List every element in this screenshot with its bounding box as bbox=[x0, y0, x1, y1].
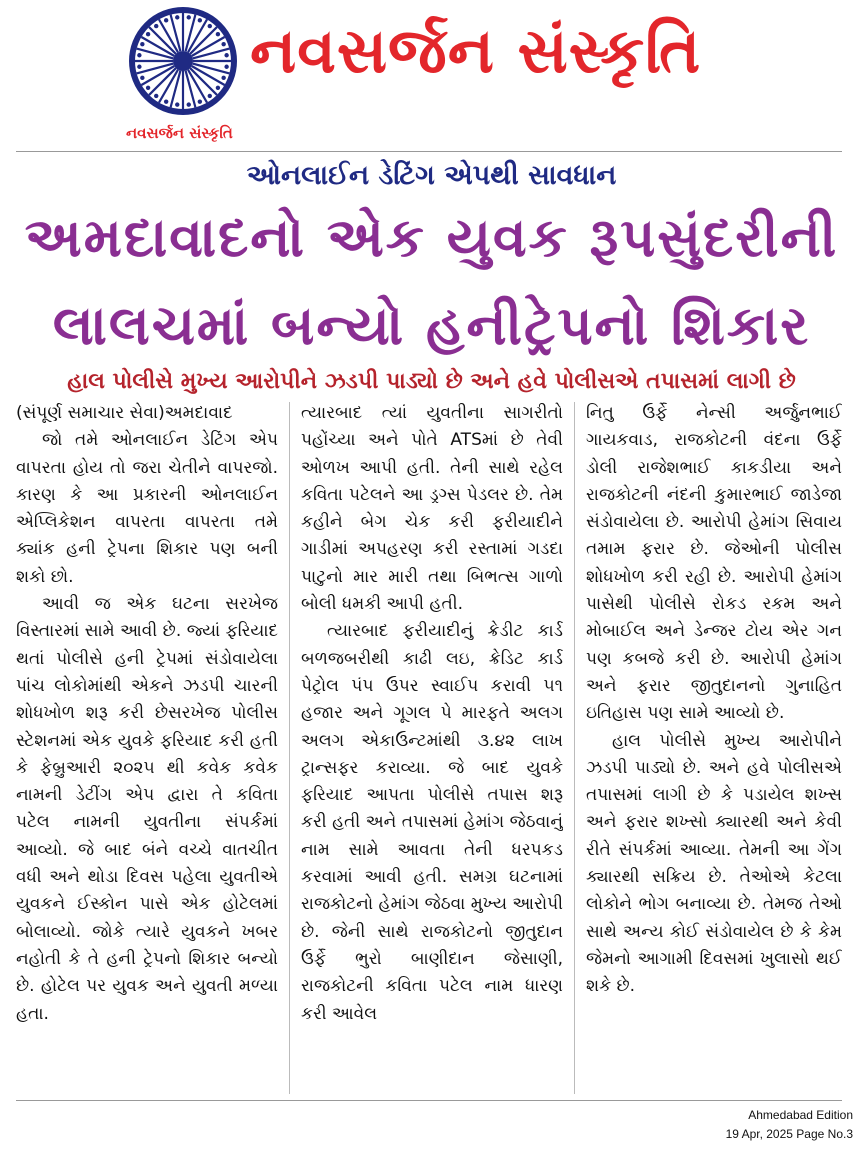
headline-line-1: અમદાવાદનો એક યુવક રૂપસુંદરીની bbox=[24, 206, 839, 269]
edition-label: Ahmedabad Edition bbox=[748, 1108, 853, 1122]
article-column-3 bbox=[586, 400, 842, 1100]
body-paragraph: આવી જ એક ઘટના સરખેજ વિસ્તારમાં સામે આવી છે. જ્યાં ફરિયાદ થતાં પોલીસે હની ટ્રેપમાં સંડોવાયેલા પાંચ લોકોમાંથી એકને ઝડપી ચારની શોધખોળ શરૂ કરી છેસરખેજ પોલીસ સ્ટેશનમાં એક યુવકે ફરિયાદ કરી હતી કે ફેબ્રુઆરી ૨૦૨૫ થી કવેક કવેક નામની ડેટીંગ એપ દ્વારા તે કવિતા પટેલ નામની યુવતીના સંપર્કમાં આવ્યો. જે બાદ બંને વચ્ચે વાતચીત વધી અને થોડા દિવસ પહેલા યુવતીએ યુવકને ઈસ્કોન પાસે એક હોટેલમાં બોલાવ્યો. જોકે ત્યારે યુવકને ખબર નહોતી કે તે હની ટ્રેપનો શિકાર બન્યો છે. હોટેલ પર યુવક અને યુવતી મળ્યા હતા. bbox=[16, 594, 278, 1024]
body-paragraph: ત્યારબાદ ત્યાં યુવતીના સાગરીતો પહોંચ્યા અને પોતે ATSમાં છે તેવી ઓળખ આપી હતી. તેની સાથે રહેલ કવિતા પટેલને આ ડ્રગ્સ પેડલર છે. તેમ કહીને બેગ ચેક કરી ફરીયાદીને ગાડીમાં અપહરણ કરી રસ્તામાં ગડદા પાટુનો માર મારી તથા બિભત્સ ગાળો બોલી ધમકી આપી હતી. bbox=[301, 403, 563, 615]
article-column-2 bbox=[301, 400, 563, 1100]
footer-divider bbox=[16, 1100, 842, 1101]
masthead bbox=[0, 0, 863, 150]
column-divider bbox=[574, 402, 575, 1094]
dateline-paragraph: (સંપૂર્ણ સમાચાર સેવા)અમદાવાદ bbox=[16, 403, 233, 423]
masthead-title: નવસર્જન સંસ્કૃતિ bbox=[250, 14, 702, 87]
article-kicker: ઓનલાઈન ડેટિંગ એપથી સાવધાન bbox=[246, 160, 617, 191]
column-divider bbox=[289, 402, 290, 1094]
ashoka-chakra-logo-icon bbox=[128, 6, 238, 116]
headline-line-2: લાલચમાં બન્યો હનીટ્રેપનો શિકાર bbox=[52, 294, 811, 357]
masthead-subtitle: નવસર્જન સંસ્કૃતિ bbox=[126, 124, 233, 142]
body-paragraph: જો તમે ઓનલાઈન ડેટિંગ એપ વાપરતા હોય તો જરા ચેતીને વાપરજો. કારણ કે આ પ્રકારની ઓનલાઈન એપ્લિકેશન વાપરતા વાપરતા તમે ક્યાંક હની ટ્રેપના શિકાર પણ બની શકો છો. bbox=[16, 430, 278, 587]
article-subhead: હાલ પોલીસે મુખ્ય આરોપીને ઝડપી પાડ્યો છે અને હવે પોલીસએ તપાસમાં લાગી છે bbox=[67, 369, 796, 394]
masthead-divider bbox=[16, 151, 842, 152]
article-column-1 bbox=[16, 400, 278, 1100]
body-paragraph: હાલ પોલીસે મુખ્ય આરોપીને ઝડપી પાડ્યો છે. અને હવે પોલીસએ તપાસમાં લાગી છે કે પડાયેલ શખ્સ અને ફરાર શખ્સો ક્યારથી અને કેવી રીતે સંપર્કમાં આવ્યા. તેમની આ ગેંગ ક્યારથી સક્રિય છે. તેઓએ કેટલા લોકોને ભોગ બનાવ્યા છે. તેમજ તેઓ સાથે અન્ય કોઈ સંડોવાયેલ છે કે કેમ જેમનો આગામી દિવસમાં ખુલાસો થઈ શકે છે. bbox=[586, 730, 842, 997]
body-paragraph: ત્યારબાદ ફરીયાદીનું ક્રેડીટ કાર્ડ બળજબરીથી કાઢી લઇ, ક્રેડિટ કાર્ડ પેટ્રોલ પંપ ઉપર સ્વાઈપ કરાવી ૫૧ હજાર અને ગૂગલ પે મારફતે અલગ અલગ એકાઉન્ટમાંથી ૩.૪૨ લાખ ટ્રાન્સફર કરાવ્યા. જે બાદ યુવકે ફરિયાદ આપતા પોલીસે તપાસ શરૂ કરી હતી અને તપાસમાં હેમાંગ જેઠવાનું નામ સામે આવતા તેની ધરપકડ કરવામાં આવી હતી. સમગ્ર ઘટનામાં રાજકોટનો હેમાંગ જેઠવા મુખ્ય આરોપી છે. જેની સાથે રાજકોટનો જીતુદાન ઉર્ફે ભુરો બાણીદાન જેસાણી, રાજકોટની કવિતા પટેલ નામ ધારણ કરી આવેલ bbox=[301, 621, 563, 1024]
date-page-label: 19 Apr, 2025 Page No.3 bbox=[725, 1127, 853, 1141]
body-paragraph: નિતુ ઉર્ફે નેન્સી અર્જુનભાઈ ગાયકવાડ, રાજકોટની વંદના ઉર્ફે ડોલી રાજેશભાઈ કાકડીયા અને રાજકોટની નંદની કુમારભાઈ જાડેજા સંડોવાયેલા છે. આરોપી હેમાંગ સિવાય તમામ ફરાર છે. જેઓની પોલીસ શોધખોળ કરી રહી છે. આરોપી હેમાંગ પાસેથી પોલીસે રોકડ રકમ અને મોબાઈલ અને ડેન્જર ટોય એર ગન પણ કબજે કરી છે. આરોપી હેમાંગ અને ફરાર જીતુદાનનો ગુનાહિત ઇતિહાસ પણ સામે આવ્યો છે. bbox=[586, 403, 842, 724]
